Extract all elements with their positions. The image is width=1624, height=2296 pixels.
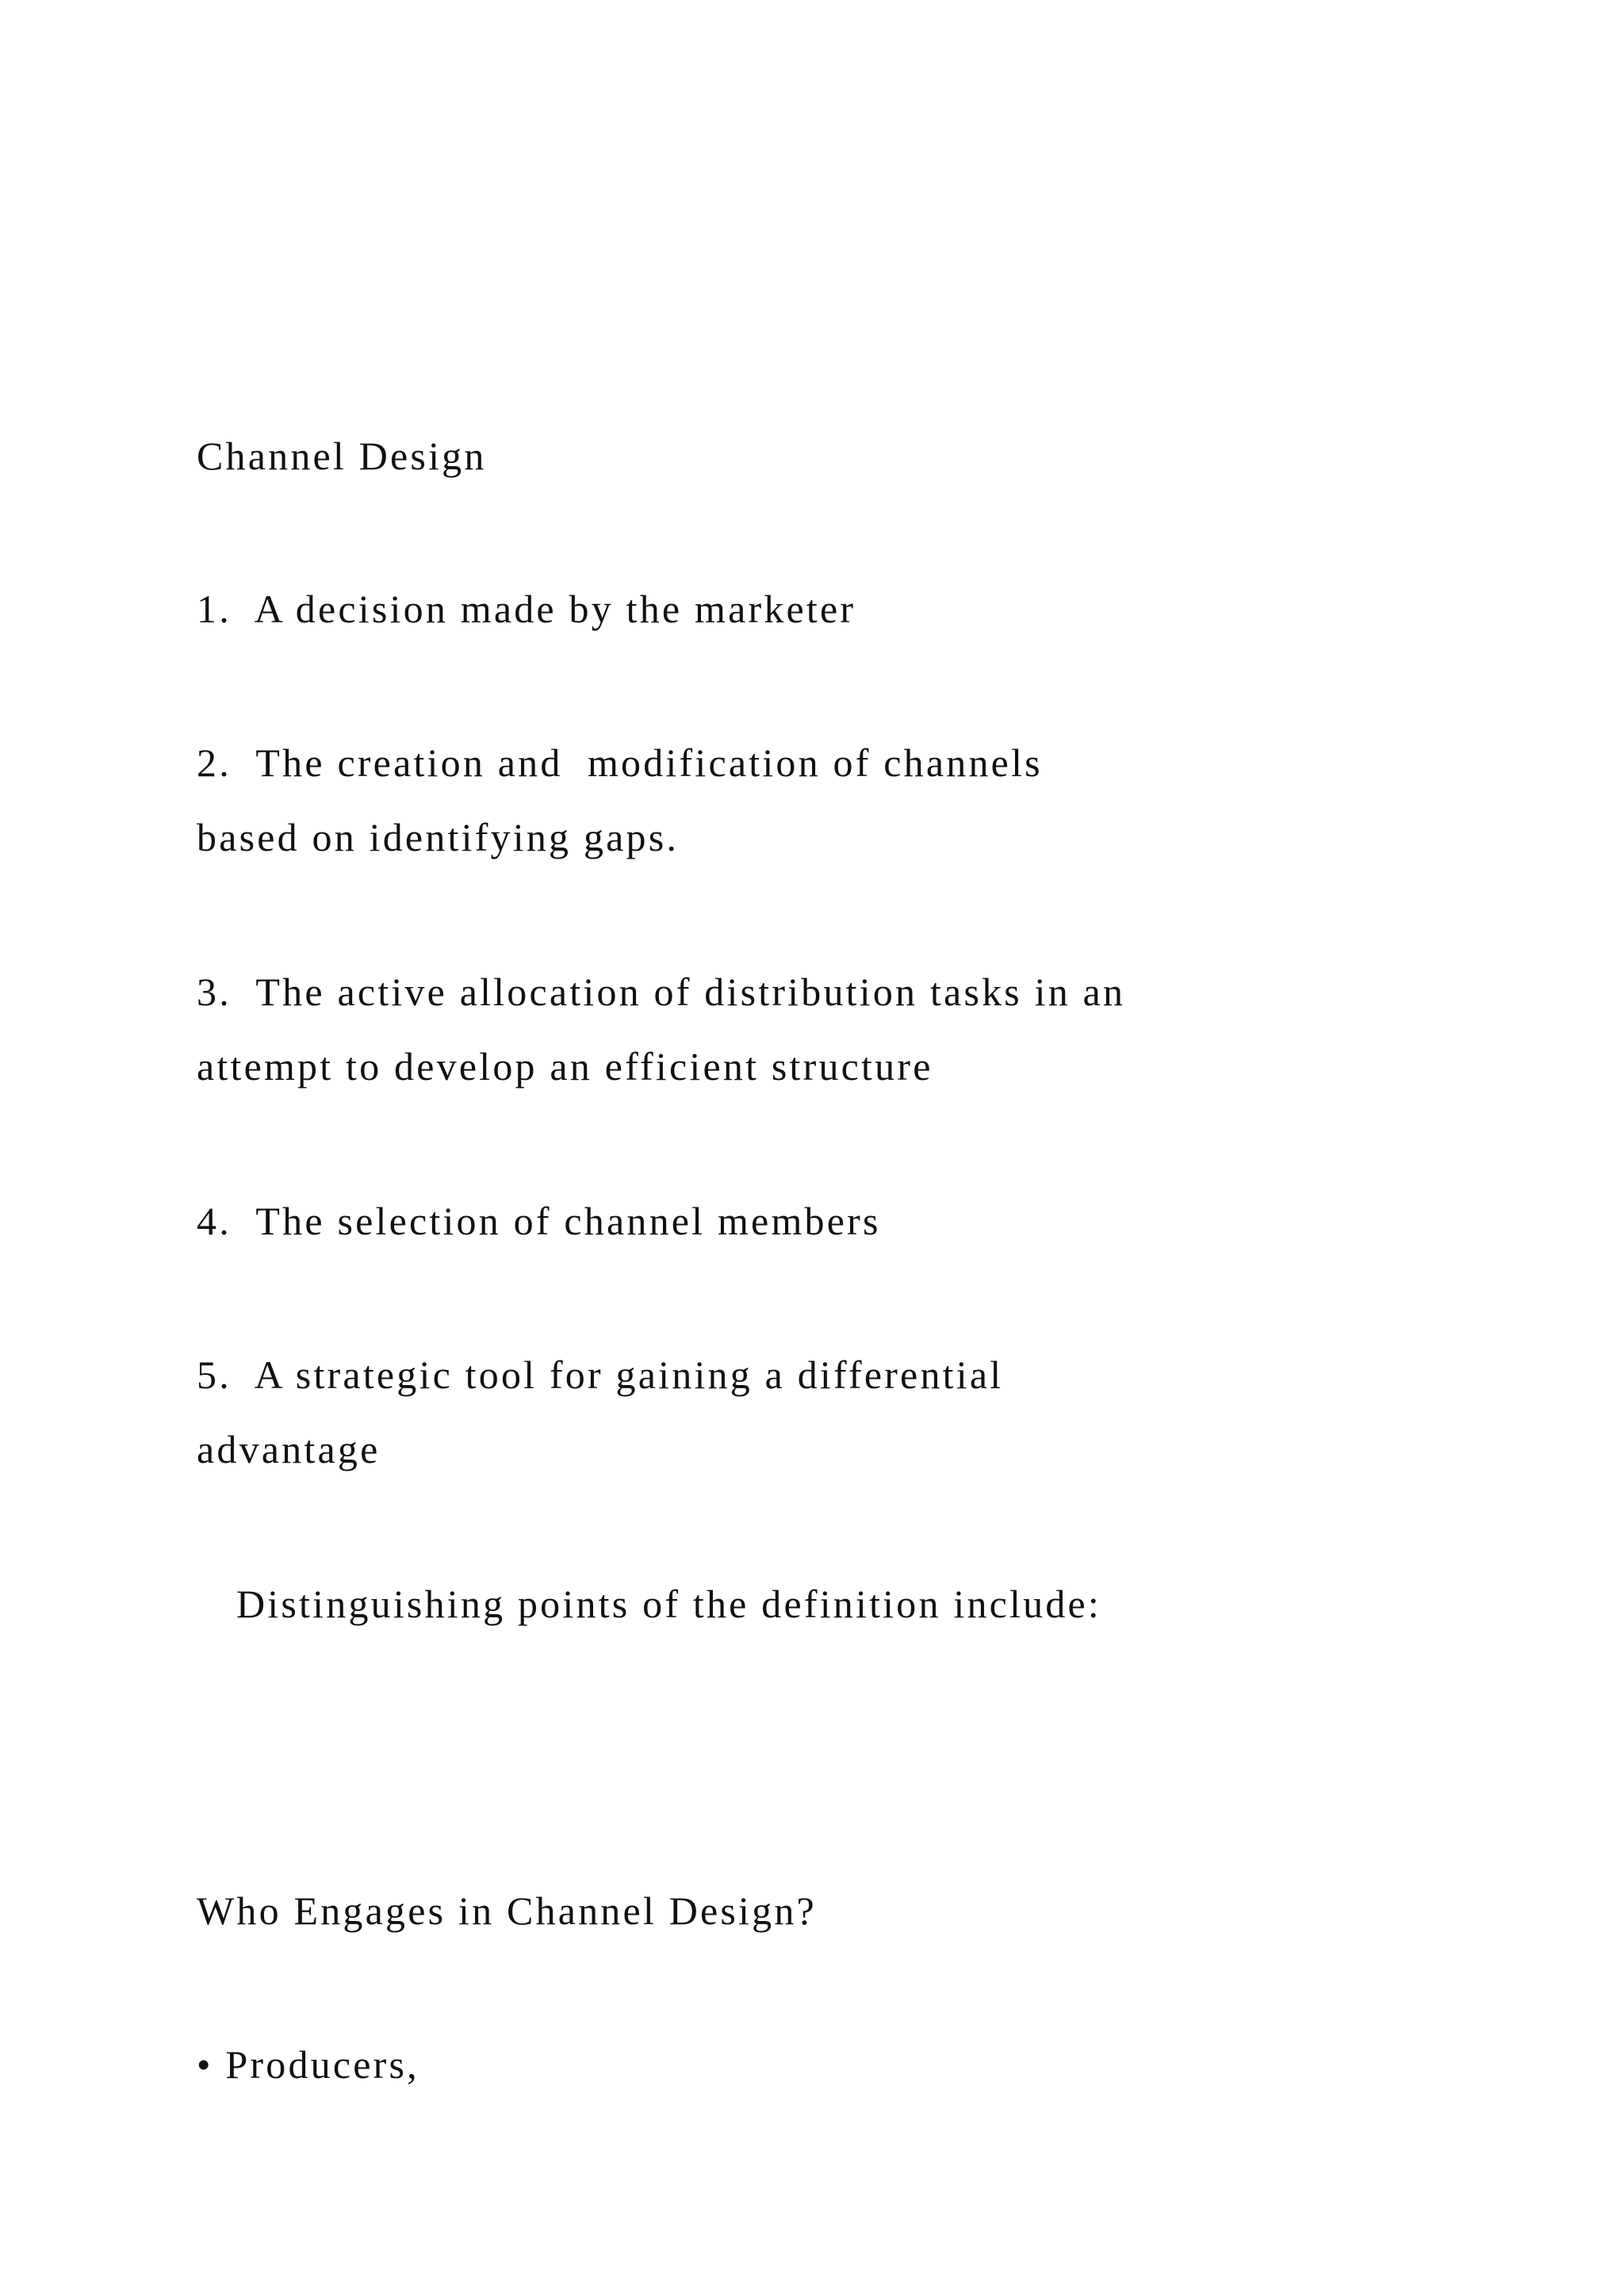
list-item-text: The creation and modification of channels — [255, 740, 1043, 785]
section-heading-who-engages: Who Engages in Channel Design? — [197, 1888, 817, 1933]
bullet-icon: • — [197, 2042, 213, 2087]
list-item-3 — [197, 968, 1125, 1016]
list-item-number: 5. — [197, 1353, 232, 1397]
list-item-text: A decision made by the marketer — [254, 587, 856, 631]
list-item-number: 3. — [197, 970, 232, 1014]
list-item-4 — [197, 1197, 881, 1245]
bullet-item-producers — [197, 2041, 419, 2088]
list-item-text: The active allocation of distribution tasks in an — [255, 970, 1126, 1014]
list-item-text: A strategic tool for gaining a differential — [254, 1353, 1004, 1397]
list-item-2 — [197, 739, 1043, 786]
list-item-number: 1. — [197, 587, 232, 631]
list-item-1 — [197, 585, 856, 633]
list-item-2-continuation: based on identifying gaps. — [197, 815, 680, 859]
section-heading-channel-design: Channel Design — [197, 434, 487, 478]
list-item-text: The selection of channel members — [255, 1199, 881, 1243]
list-item-5-continuation: advantage — [197, 1427, 381, 1471]
list-item-3-continuation: attempt to develop an efficient structure — [197, 1044, 933, 1089]
list-item-5 — [197, 1351, 1003, 1399]
definition-intro-text: Distinguishing points of the definition include: — [236, 1582, 1102, 1626]
bullet-text: Producers, — [225, 2042, 419, 2087]
list-item-number: 4. — [197, 1199, 232, 1243]
list-item-number: 2. — [197, 740, 232, 785]
